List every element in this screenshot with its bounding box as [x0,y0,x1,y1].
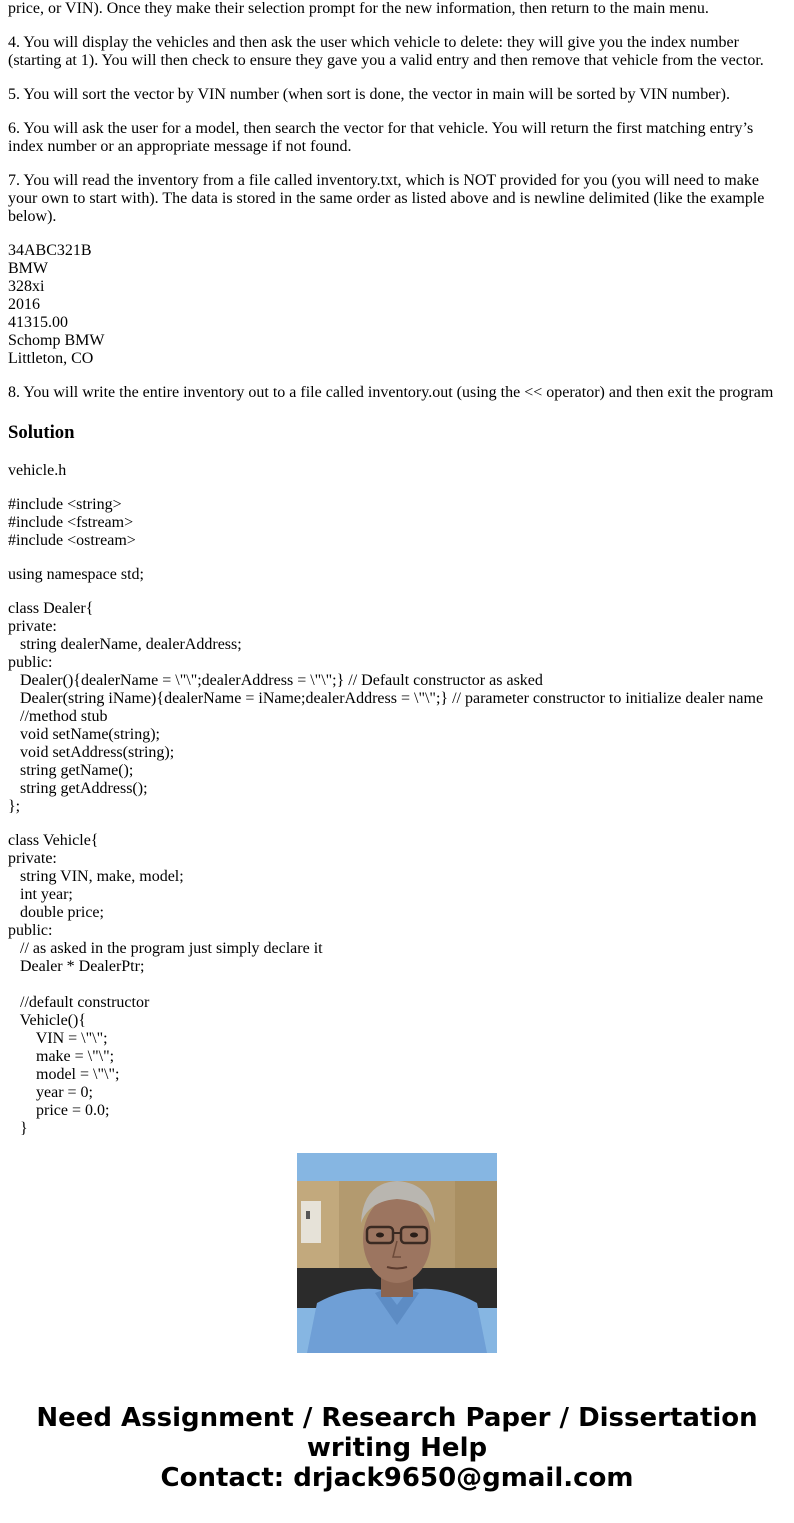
code-line: private: [8,850,57,867]
code-line: //default constructor [8,994,150,1011]
code-line: //method stub [8,708,108,725]
record-dealer-name: Schomp BMW [8,332,105,349]
code-line: class Vehicle{ [8,832,99,849]
code-line: string getName(); [8,762,134,779]
record-price: 41315.00 [8,314,68,331]
question-paragraph-5: 5. You will sort the vector by VIN number (when sort is done, the vector in main will be sorted by VIN number). [8,86,730,103]
question-paragraph-7: 7. You will read the inventory from a file called inventory.txt, which is NOT provided for you (you will need to make your own to start with). The data is stored in the same order as listed above and is newline delimited (like the example below). [8,172,765,225]
document-body [8,0,788,1137]
code-line: VIN = \"\"; [8,1030,108,1047]
record-model: 328xi [8,278,45,295]
code-line: price = 0.0; [8,1102,110,1119]
code-line: Dealer(){dealerName = \"\";dealerAddress = \"\";} // Default constructor as asked [8,672,543,689]
code-line: make = \"\"; [8,1048,115,1065]
code-line: string dealerName, dealerAddress; [8,636,242,653]
promo-banner [0,1403,794,1493]
code-line: Dealer(string iName){dealerName = iName;dealerAddress = \"\";} // parameter constructor to initialize dealer name [8,690,764,707]
code-line: // as asked in the program just simply declare it [8,940,323,957]
code-line: #include <fstream> [8,514,134,531]
example-record [8,242,788,368]
code-line: string getAddress(); [8,780,148,797]
code-line: public: [8,654,53,671]
vehicle-class-code [8,832,788,1138]
record-vin: 34ABC321B [8,242,92,259]
record-make: BMW [8,260,48,277]
record-dealer-address: Littleton, CO [8,350,94,367]
record-year: 2016 [8,296,40,313]
code-line: Vehicle(){ [8,1012,87,1029]
promo-line-1: Need Assignment / Research Paper / Dissertation [36,1403,758,1433]
include-lines [8,496,788,550]
code-line: model = \"\"; [8,1066,120,1083]
code-line: #include <ostream> [8,532,136,549]
code-line: public: [8,922,53,939]
code-line: void setAddress(string); [8,744,175,761]
using-namespace-line: using namespace std; [8,566,144,583]
tutor-portrait-image [297,1153,497,1353]
question-paragraph-4: 4. You will display the vehicles and then ask the user which vehicle to delete: they will give you the index number (starting at 1). You will then check to ensure they gave you a valid entry and then remove that vehicle from the vector. [8,34,764,69]
promo-line-2: writing Help [306,1433,488,1463]
question-paragraph-6: 6. You will ask the user for a model, then search the vector for that vehicle. You will return the first matching entry’s index number or an appropriate message if not found. [8,120,754,155]
code-line: }; [8,798,21,815]
avatar [297,1153,497,1353]
code-line: string VIN, make, model; [8,868,184,885]
code-line: void setName(string); [8,726,160,743]
dealer-class-code [8,600,788,816]
solution-heading: Solution [8,422,75,443]
code-line: #include <string> [8,496,122,513]
code-line: class Dealer{ [8,600,94,617]
code-line: int year; [8,886,73,903]
question-paragraph-8: 8. You will write the entire inventory out to a file called inventory.out (using the << operator) and then exit the program [8,384,774,401]
code-line: double price; [8,904,104,921]
solution-filename: vehicle.h [8,462,67,479]
code-line [8,976,788,994]
code-line: Dealer * DealerPtr; [8,958,145,975]
question-paragraph-3-cont: price, or VIN). Once they make their selection prompt for the new information, then return to the main menu. [8,0,709,17]
code-line: } [8,1120,28,1137]
code-line: year = 0; [8,1084,93,1101]
code-line: private: [8,618,57,635]
promo-contact: Contact: drjack9650@gmail.com [160,1463,634,1493]
